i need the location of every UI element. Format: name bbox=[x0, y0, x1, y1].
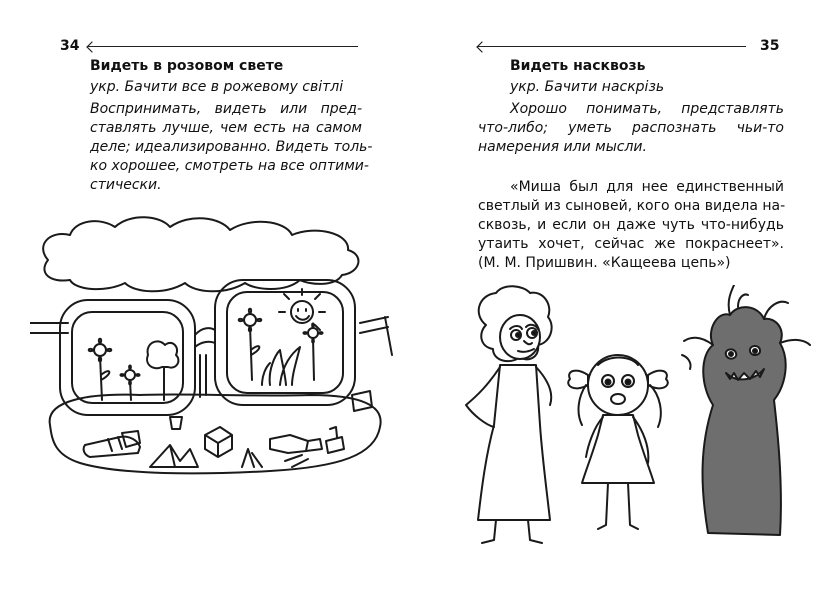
quote-line: (М. М. Пришвин. «Кащеева цепь») bbox=[478, 255, 731, 271]
left-lens-inner bbox=[72, 312, 183, 403]
girl-dress bbox=[582, 415, 654, 483]
header-rule bbox=[478, 46, 746, 47]
glasses-bridge bbox=[195, 328, 215, 347]
cup bbox=[170, 417, 182, 429]
quote-line: светлый из сыновей, кого она видела на- bbox=[478, 198, 786, 214]
fence-line bbox=[30, 317, 392, 355]
definition-line: ставлять лучше, чем есть на самом bbox=[90, 120, 362, 136]
quote-text bbox=[478, 178, 784, 273]
box bbox=[205, 427, 232, 457]
rose-glasses-illustration bbox=[30, 205, 400, 495]
right-lens-outer bbox=[215, 280, 355, 405]
definition-text bbox=[478, 100, 784, 157]
definition-line: деле; идеализированно. Видеть толь- bbox=[90, 139, 373, 155]
page-number: 34 bbox=[60, 38, 80, 54]
definition-line: стически. bbox=[90, 177, 162, 193]
ukrainian-translation: укр. Бачити все в рожевому світлі bbox=[90, 79, 344, 95]
definition-line: Воспринимать, видеть или пред- bbox=[90, 101, 362, 117]
idiom-heading: Видеть насквозь bbox=[510, 58, 646, 74]
torn-book bbox=[150, 445, 198, 467]
definition-line: Хорошо понимать, представлять bbox=[510, 101, 784, 117]
definition-text bbox=[90, 100, 373, 195]
post bbox=[200, 355, 206, 397]
can bbox=[326, 427, 344, 453]
see-through-illustration bbox=[438, 285, 818, 555]
broken-glass bbox=[242, 449, 262, 467]
sneaker bbox=[84, 437, 140, 457]
right-page bbox=[418, 0, 836, 600]
page-number: 35 bbox=[760, 38, 780, 54]
ukrainian-translation: укр. Бачити наскрізь bbox=[510, 79, 665, 95]
definition-line: намерения или мысли. bbox=[478, 139, 647, 155]
idiom-heading: Видеть в розовом свете bbox=[90, 58, 284, 74]
ground-shape bbox=[50, 394, 381, 473]
monster-shadow bbox=[703, 307, 786, 535]
header-rule bbox=[88, 46, 358, 47]
quote-line: сквозь, и если он даже чуть что-нибудь bbox=[478, 217, 784, 233]
definition-line: ко хорошее, смотреть на все оптими- bbox=[90, 158, 369, 174]
quote-line: «Миша был для нее единственный bbox=[510, 179, 784, 195]
definition-line: что-либо; уметь распознать чьи-то bbox=[478, 120, 784, 136]
bottle bbox=[270, 435, 322, 453]
woman-dress bbox=[478, 365, 550, 520]
girl-head bbox=[588, 355, 648, 415]
quote-line: утаить хочет, сейчас же покраснеет». bbox=[478, 236, 784, 252]
